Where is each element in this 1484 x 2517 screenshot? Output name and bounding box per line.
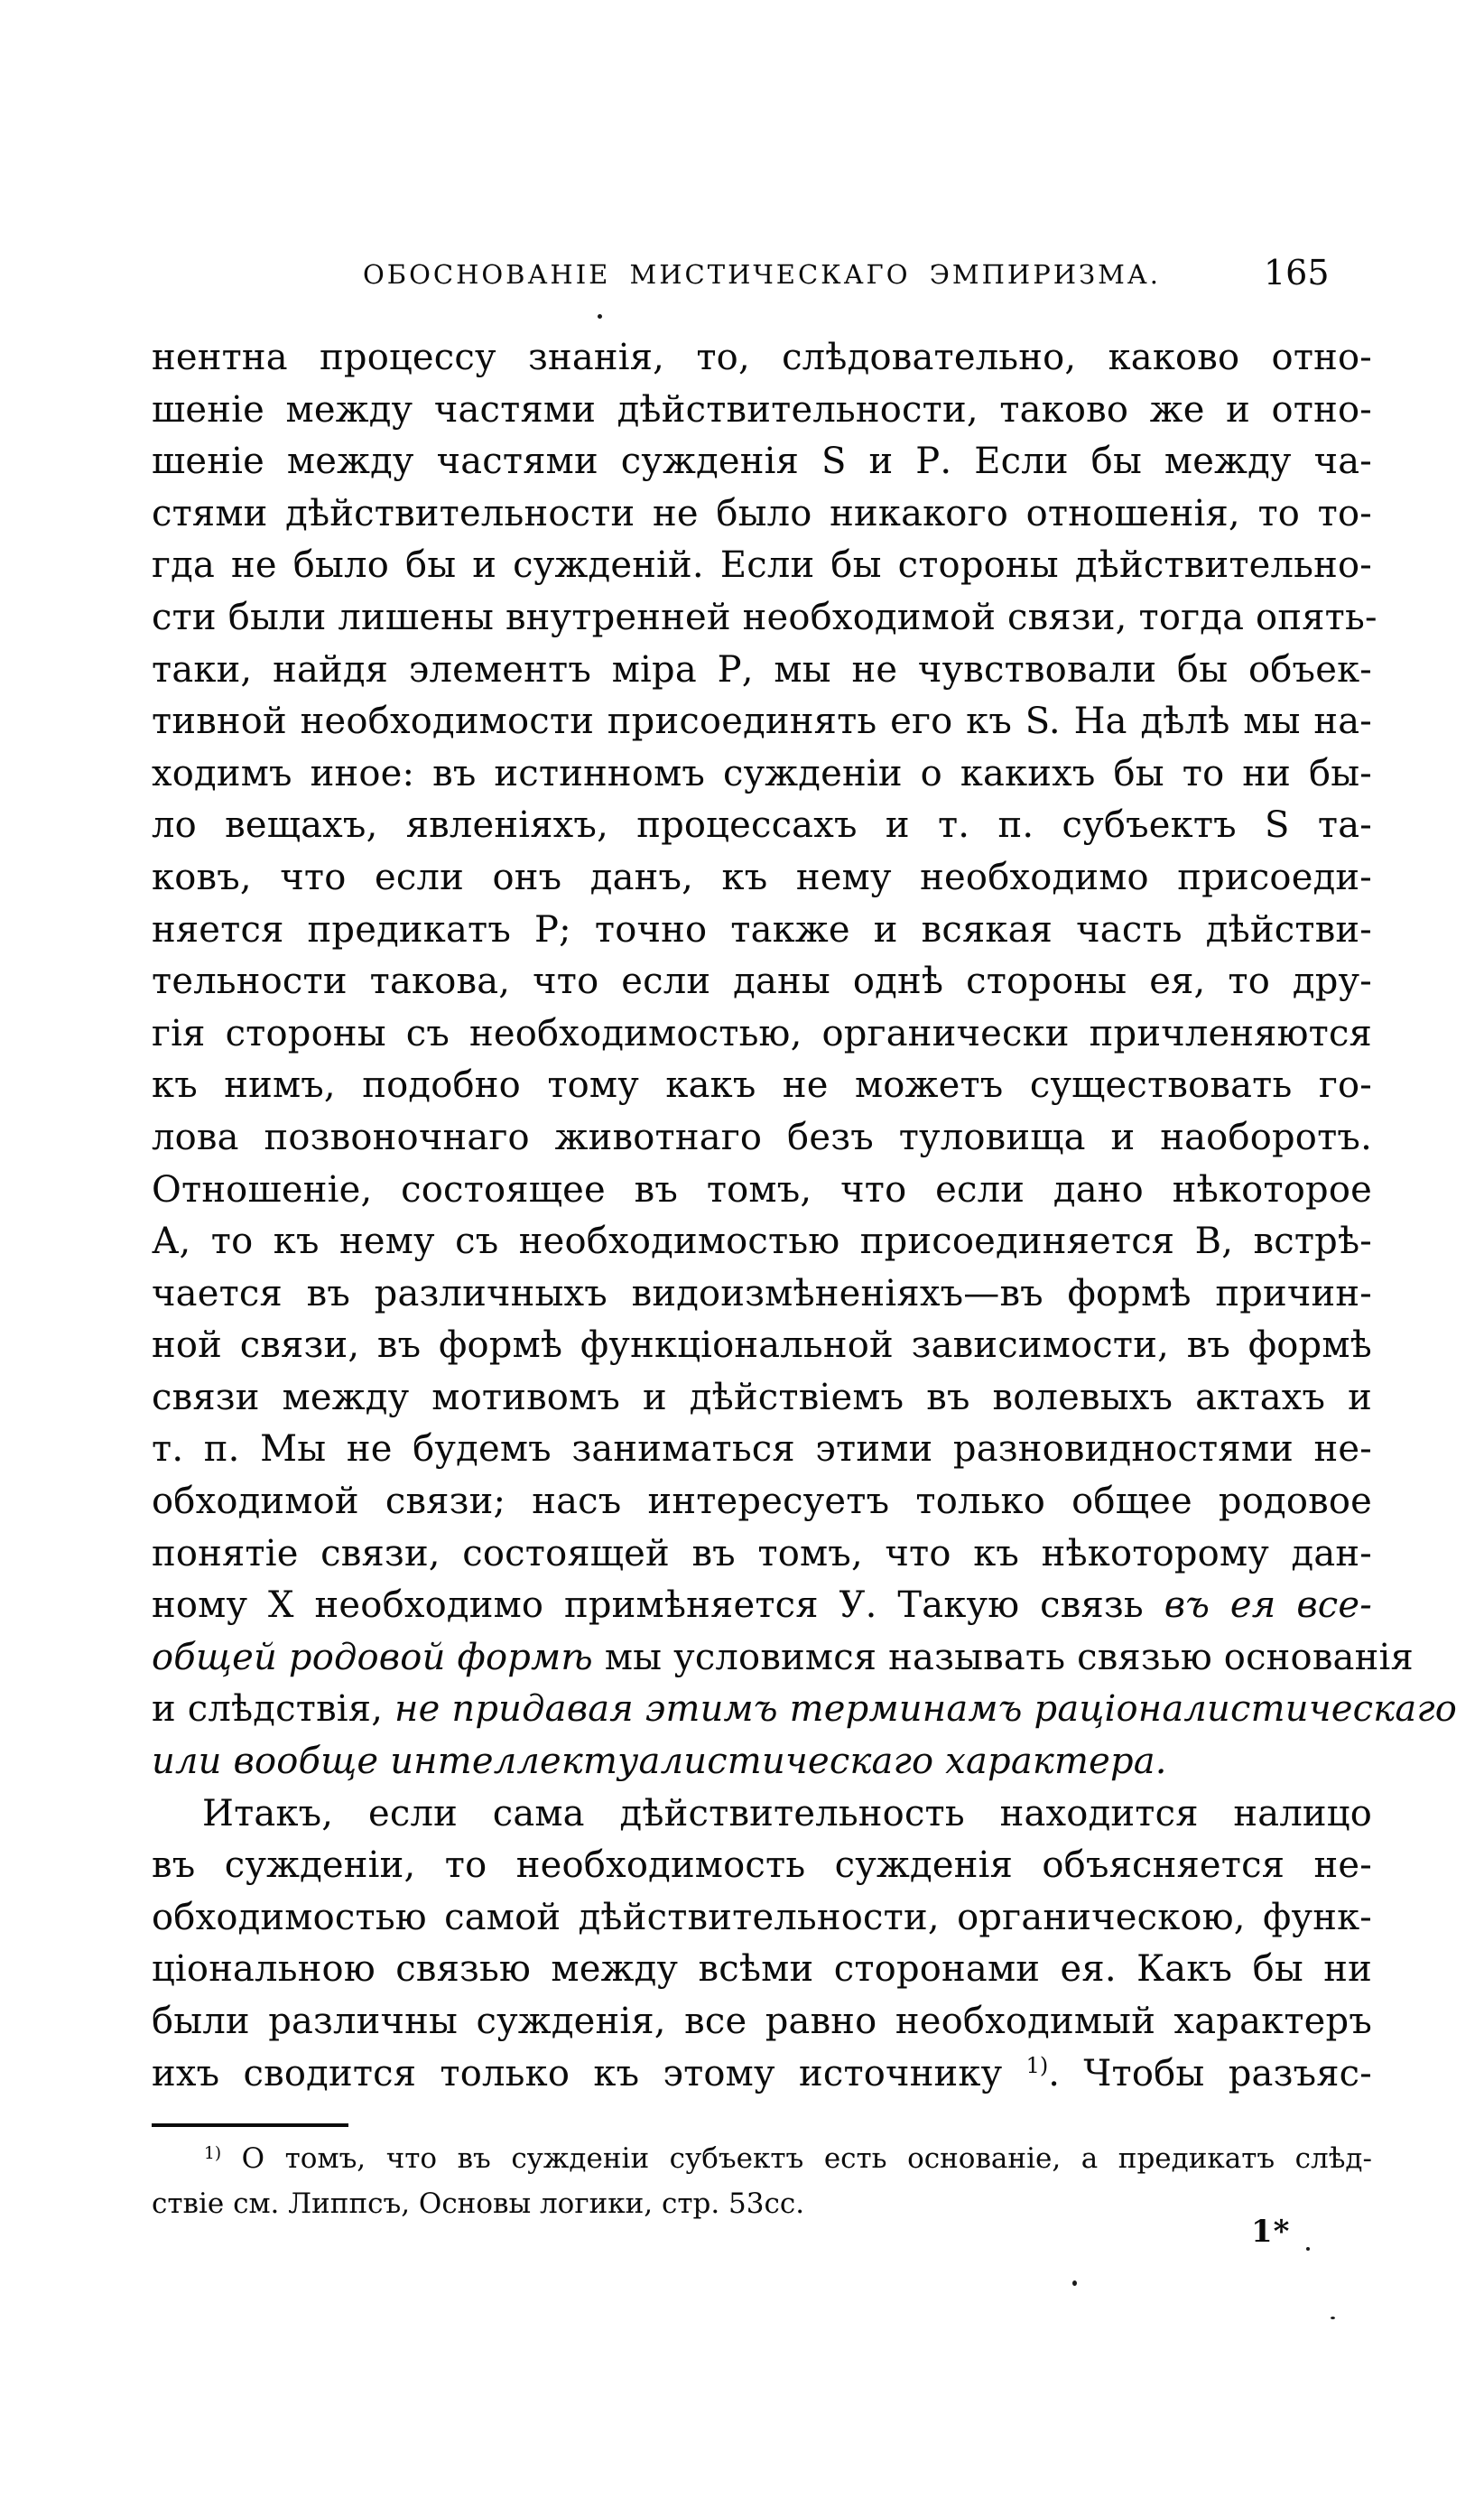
text-segment: т. п. Мы не будемъ заниматься этими разновидностями не- bbox=[152, 1428, 1372, 1471]
text-segment: и слѣдствія, bbox=[152, 1688, 395, 1731]
text-segment: обходимостью самой дѣйствительности, органическою, функ- bbox=[152, 1896, 1372, 1938]
text-segment: Итакъ, если сама дѣйствительность находится налицо bbox=[202, 1792, 1372, 1834]
text-segment: ихъ сводится только къ этому источнику bbox=[152, 2052, 1026, 2094]
text-line bbox=[152, 1996, 1372, 2048]
text-segment: тивной необходимости присоединять его къ S. На дѣлѣ мы на- bbox=[152, 701, 1372, 743]
text-segment: няется предикатъ Р; точно также и всякая часть дѣйстви- bbox=[152, 908, 1372, 951]
text-line bbox=[152, 696, 1372, 748]
footnote-text bbox=[152, 2136, 1372, 2226]
page-number: 165 bbox=[1264, 253, 1330, 293]
text-segment: ствіе см. Липпсъ, Основы логики, стр. 53сс. bbox=[152, 2187, 805, 2220]
text-line bbox=[152, 2181, 1372, 2226]
text-segment: стями дѣйствительности не было никакого отношенія, то то- bbox=[152, 492, 1372, 534]
text-segment: А, то къ нему съ необходимостью присоединяется В, встрѣ- bbox=[152, 1221, 1372, 1263]
text-line bbox=[152, 852, 1372, 905]
text-segment: въ ея все- bbox=[1164, 1584, 1372, 1627]
text-segment: Отношеніе, состоящее въ томъ, что если дано нѣкоторое bbox=[152, 1168, 1372, 1211]
text-segment: ному Х необходимо примѣняется У. Такую связь bbox=[152, 1584, 1164, 1627]
text-segment: ло вещахъ, явленіяхъ, процессахъ и т. п. субъектъ S та- bbox=[152, 804, 1372, 847]
text-segment: шеніе между частями дѣйствительности, таково же и отно- bbox=[152, 388, 1372, 431]
text-line bbox=[152, 1476, 1372, 1528]
text-line bbox=[152, 1320, 1372, 1372]
text-line bbox=[152, 1060, 1372, 1112]
text-segment: или вообще интеллектуалистическаго характера. bbox=[152, 1741, 1167, 1783]
text-line bbox=[152, 1424, 1372, 1476]
text-segment: гда не было бы и сужденій. Если бы стороны дѣйствительно- bbox=[152, 544, 1372, 587]
scan-speck bbox=[598, 314, 602, 319]
text-line bbox=[152, 956, 1372, 1008]
text-line bbox=[152, 1528, 1372, 1581]
text-line bbox=[152, 1944, 1372, 1996]
signature-mark: 1* bbox=[1251, 2214, 1291, 2250]
text-line bbox=[152, 436, 1372, 488]
scan-speck bbox=[1306, 2247, 1310, 2251]
text-line bbox=[152, 1736, 1372, 1788]
text-line bbox=[152, 1268, 1372, 1321]
body-text bbox=[152, 332, 1458, 2100]
scan-speck bbox=[1331, 2317, 1335, 2319]
text-line bbox=[152, 1008, 1372, 1061]
text-segment: не придавая этимъ терминамъ раціоналистическаго bbox=[394, 1688, 1458, 1731]
text-segment: сти были лишены внутренней необходимой связи, тогда опять- bbox=[152, 596, 1377, 638]
text-segment: лова позвоночнаго животнаго безъ туловища и наоборотъ. bbox=[152, 1116, 1372, 1158]
text-segment: обходимой связи; насъ интересуетъ только общее родовое bbox=[152, 1481, 1372, 1523]
text-segment: нентна процессу знанія, то, слѣдовательно, каково отно- bbox=[152, 337, 1372, 378]
text-segment: 1) bbox=[204, 2143, 222, 2163]
text-line bbox=[152, 645, 1372, 697]
text-line bbox=[152, 1840, 1372, 1892]
text-line bbox=[152, 1112, 1372, 1165]
text-segment: ходимъ иное: въ истинномъ сужденіи о какихъ бы то ни бы- bbox=[152, 752, 1372, 794]
text-line bbox=[152, 905, 1372, 957]
text-line bbox=[152, 1632, 1414, 1685]
text-line bbox=[152, 1165, 1372, 1217]
text-line bbox=[152, 2048, 1372, 2101]
text-segment: О томъ, что въ сужденіи субъектъ есть основаніе, а предикатъ слѣд- bbox=[221, 2142, 1372, 2175]
text-line bbox=[152, 385, 1372, 437]
text-segment: мы условимся называть связью основанія bbox=[592, 1636, 1414, 1678]
text-line bbox=[152, 332, 1372, 385]
text-line bbox=[152, 1788, 1372, 1841]
text-line bbox=[152, 2136, 1372, 2181]
text-line bbox=[152, 488, 1372, 541]
text-segment: таки, найдя элементъ міра Р, мы не чувствовали бы объек- bbox=[152, 648, 1372, 691]
text-line bbox=[152, 540, 1372, 592]
text-line bbox=[152, 1216, 1372, 1268]
text-line bbox=[152, 1684, 1458, 1736]
text-segment: чается въ различныхъ видоизмѣненіяхъ—въ формѣ причин- bbox=[152, 1272, 1372, 1314]
text-segment: шеніе между частями сужденія S и Р. Если бы между ча- bbox=[152, 441, 1372, 483]
text-line bbox=[152, 748, 1372, 801]
text-segment: къ нимъ, подобно тому какъ не можетъ существовать го- bbox=[152, 1064, 1372, 1107]
footnote-rule bbox=[152, 2123, 348, 2127]
text-segment: 1) bbox=[1025, 2053, 1049, 2079]
text-segment: связи между мотивомъ и дѣйствіемъ въ волевыхъ актахъ и bbox=[152, 1376, 1372, 1418]
scan-speck bbox=[1072, 2280, 1077, 2286]
text-segment: въ сужденіи, то необходимость сужденія объясняется не- bbox=[152, 1844, 1372, 1887]
text-segment: ной связи, въ формѣ функціональной зависимости, въ формѣ bbox=[152, 1324, 1372, 1367]
text-segment: гія стороны съ необходимостью, органически причленяются bbox=[152, 1012, 1372, 1054]
text-segment: тельности такова, что если даны однѣ стороны ея, то дру- bbox=[152, 961, 1372, 1003]
text-segment: общей родовой формѣ bbox=[152, 1636, 593, 1678]
text-line bbox=[152, 592, 1377, 645]
running-header: ОБОСНОВАНІЕ МИСТИЧЕСКАГО ЭМПИРИЗМА. bbox=[363, 259, 1161, 290]
text-segment: ковъ, что если онъ данъ, къ нему необходимо присоеди- bbox=[152, 856, 1372, 898]
text-segment: . Чтобы разъяс- bbox=[1048, 2052, 1372, 2094]
text-line bbox=[152, 1892, 1372, 1945]
text-line bbox=[152, 800, 1372, 852]
text-segment: ціональною связью между всѣми сторонами ея. Какъ бы ни bbox=[152, 1948, 1372, 1991]
text-segment: понятіе связи, состоящей въ томъ, что къ нѣкоторому дан- bbox=[152, 1532, 1372, 1574]
text-line bbox=[152, 1372, 1372, 1425]
text-line bbox=[152, 1580, 1372, 1632]
text-segment: были различны сужденія, все равно необходимый характеръ bbox=[152, 2001, 1372, 2042]
